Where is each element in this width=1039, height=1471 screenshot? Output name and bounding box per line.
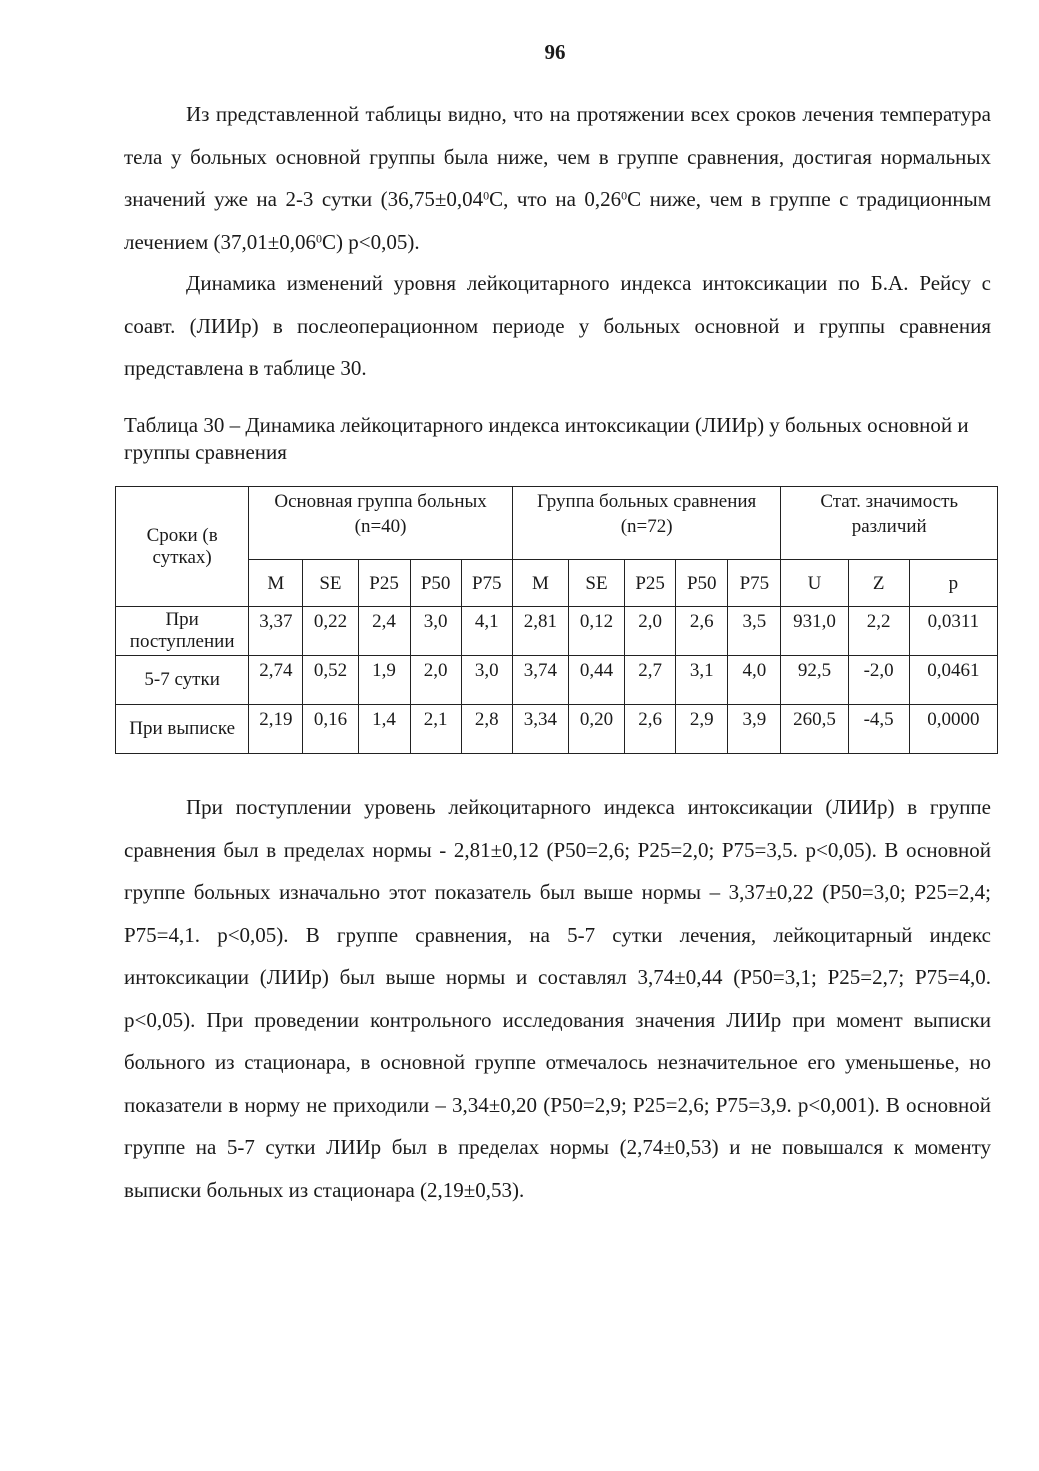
table-cell: 0,44 (568, 656, 624, 705)
table-cell: 3,74 (512, 656, 568, 705)
paragraph-1-text-b: С, что на 0,26 (489, 187, 622, 211)
table-cell: 3,34 (512, 705, 568, 754)
table-cell: 4,0 (728, 656, 781, 705)
row-label: При поступлении (116, 607, 249, 656)
subheader-cell: SE (303, 560, 358, 607)
subheader-cell: M (512, 560, 568, 607)
table-cell: 2,4 (358, 607, 410, 656)
liir-table (115, 486, 998, 754)
subheader-cell: p (909, 560, 997, 607)
table-cell: 931,0 (781, 607, 848, 656)
table-cell: 0,16 (303, 705, 358, 754)
degree-superscript: 0 (316, 230, 323, 245)
subheader-cell: P75 (728, 560, 781, 607)
table-cell: 0,0461 (909, 656, 997, 705)
table-cell: 2,2 (848, 607, 909, 656)
header-compare-group: Группа больных сравнения (n=72) (512, 487, 781, 560)
table-cell: 260,5 (781, 705, 848, 754)
page-number: 96 (544, 40, 566, 64)
table-cell: 0,0000 (909, 705, 997, 754)
header-terms: Сроки (в сутках) (116, 487, 249, 607)
table-cell: 2,1 (410, 705, 461, 754)
table-cell: 3,0 (461, 656, 512, 705)
table-cell: 92,5 (781, 656, 848, 705)
degree-superscript: 0 (621, 188, 628, 203)
subheader-cell: M (249, 560, 303, 607)
paragraph-1-text-c: С ниже, чем в группе с традиционным лечением (37,01±0,06 (124, 187, 992, 254)
table-cell: 2,0 (625, 607, 676, 656)
table-cell: 0,20 (568, 705, 624, 754)
subheader-cell: SE (568, 560, 624, 607)
table-cell: 3,5 (728, 607, 781, 656)
table-cell: 3,37 (249, 607, 303, 656)
table-cell: 3,9 (728, 705, 781, 754)
subheader-cell: P75 (461, 560, 512, 607)
degree-superscript: 0 (483, 188, 490, 203)
table-cell: 2,9 (676, 705, 728, 754)
paragraph-temperature (124, 93, 991, 263)
paragraph-liir-results: При поступлении уровень лейкоцитарного индекса интоксикации (ЛИИр) в группе сравнения был в пределах нормы - 2,81±0,12 (P50=2,6; P25=2,0; P75=3,5. p<0,05). В основной группе больных изначально этот показатель был выше нормы – 3,37±0,22 (P50=3,0; P25=2,4; P75=4,1. p<0,05). В группе сравнения, на 5-7 сутки лечения, лейкоцитарный индекс интоксикации (ЛИИр) был выше нормы и составлял 3,74±0,44 (P50=3,1; P25=2,7; P75=4,0. p<0,05). При проведении контрольного исследования значения ЛИИр при момент выписки больного из стационара, в основной группе отмечалось незначительное его уменьшенье, но показатели в норму не приходили – 3,34±0,20 (P50=2,9; P25=2,6; P75=3,9. p<0,001). В основной группе на 5-7 сутки ЛИИр был в пределах нормы (2,74±0,53) и не повышался к моменту выписки больных из стационара (2,19±0,53). (124, 795, 991, 1202)
row-label: При выписке (116, 705, 249, 754)
table-cell: 1,4 (358, 705, 410, 754)
table-cell: 0,22 (303, 607, 358, 656)
table-cell: 2,81 (512, 607, 568, 656)
table-cell: 2,6 (676, 607, 728, 656)
subheader-cell: P25 (358, 560, 410, 607)
table-row (116, 705, 998, 754)
table-cell: 0,52 (303, 656, 358, 705)
table-cell: 2,8 (461, 705, 512, 754)
table-row (116, 656, 998, 705)
table-cell: 1,9 (358, 656, 410, 705)
row-label: 5-7 сутки (116, 656, 249, 705)
subheader-cell: P50 (410, 560, 461, 607)
table-cell: 3,0 (410, 607, 461, 656)
table-row (116, 607, 998, 656)
paragraph-1-text-d: С) p<0,05). (322, 229, 420, 254)
paragraph-liir-intro: Динамика изменений уровня лейкоцитарного индекса интоксикации по Б.А. Рейсу с соавт. (ЛИИр) в послеоперационном периоде у больных основной и группы сравнения представлена в таблице 30. (124, 271, 991, 380)
header-stat-significance: Стат. значимость различий (781, 487, 998, 560)
table-cell: -4,5 (848, 705, 909, 754)
table-cell: 3,1 (676, 656, 728, 705)
table-cell: 2,0 (410, 656, 461, 705)
header-main-group: Основная группа больных (n=40) (249, 487, 513, 560)
table-cell: 2,6 (625, 705, 676, 754)
table-cell: -2,0 (848, 656, 909, 705)
table-cell: 2,7 (625, 656, 676, 705)
table-cell: 0,12 (568, 607, 624, 656)
subheader-cell: P50 (676, 560, 728, 607)
paragraph-1-text-a: Из представленной таблицы видно, что на протяжении всех сроков лечения температура тела у больных основной группы была ниже, чем в группе сравнения, достигая нормальных значений уже на 2-3 сутки (36,75±0,04 (124, 102, 991, 211)
table-cell: 4,1 (461, 607, 512, 656)
subheader-cell: Z (848, 560, 909, 607)
subheader-cell: P25 (625, 560, 676, 607)
table-caption: Таблица 30 – Динамика лейкоцитарного индекса интоксикации (ЛИИр) у больных основной и группы сравнения (124, 413, 969, 464)
table-cell: 0,0311 (909, 607, 997, 656)
subheader-cell: U (781, 560, 848, 607)
table-cell: 2,74 (249, 656, 303, 705)
table-cell: 2,19 (249, 705, 303, 754)
